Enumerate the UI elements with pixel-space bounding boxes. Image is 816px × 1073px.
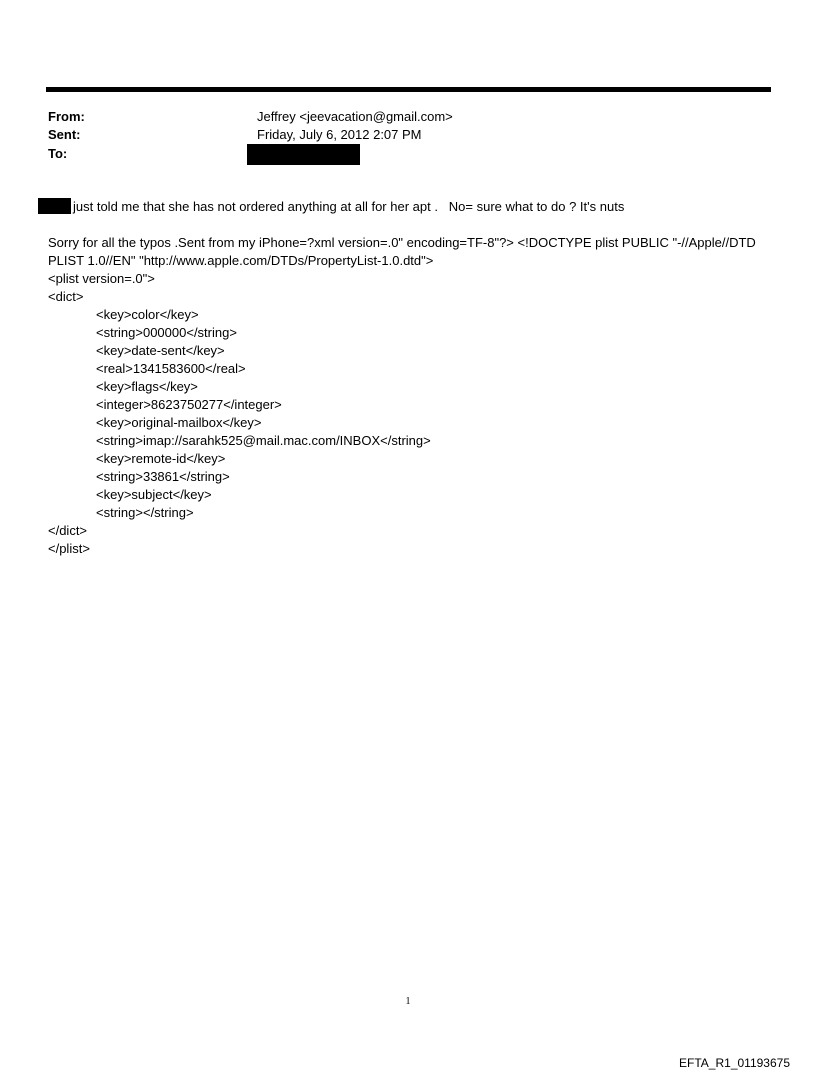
dict-close-tag: </dict> (48, 523, 88, 538)
signature-line-1: Sorry for all the typos .Sent from my iPhone=?xml version=.0" encoding=TF-8"?> <!DOCTYPE plist PUBLIC "-//Apple//DTD (48, 235, 756, 250)
dict-entry: <key>color</key> (96, 307, 199, 322)
dict-entry: <integer>8623750277</integer> (96, 397, 282, 412)
dict-entry: <string>000000</string> (96, 325, 237, 340)
dict-entry: <key>date-sent</key> (96, 343, 225, 358)
header-rule (46, 87, 771, 92)
signature-line-2: PLIST 1.0//EN" "http://www.apple.com/DTDs/PropertyList-1.0.dtd"> (48, 253, 434, 268)
dict-open-tag: <dict> (48, 289, 84, 304)
dict-entry: <string>imap://sarahk525@mail.mac.com/INBOX</string> (96, 433, 431, 448)
plist-open-tag: <plist version=.0"> (48, 271, 155, 286)
document-id: EFTA_R1_01193675 (679, 1056, 790, 1070)
from-label: From: (48, 109, 85, 124)
to-label: To: (48, 146, 68, 161)
dict-entry: <real>1341583600</real> (96, 361, 246, 376)
message-first-line: just told me that she has not ordered anything at all for her apt . No= sure what to do ? It's nuts (73, 199, 625, 214)
dict-entry: <key>subject</key> (96, 487, 212, 502)
from-value: Jeffrey <jeevacation@gmail.com> (257, 109, 453, 124)
dict-entry: <key>remote-id</key> (96, 451, 226, 466)
dict-entry: <key>original-mailbox</key> (96, 415, 262, 430)
redaction-box-recipient (247, 144, 360, 165)
plist-close-tag: </plist> (48, 541, 90, 556)
dict-entry: <string></string> (96, 505, 194, 520)
page-number: 1 (405, 996, 411, 1007)
dict-entry: <key>flags</key> (96, 379, 198, 394)
sent-label: Sent: (48, 127, 81, 142)
sent-value: Friday, July 6, 2012 2:07 PM (257, 127, 422, 142)
dict-entry: <string>33861</string> (96, 469, 230, 484)
redaction-box-name (38, 198, 71, 214)
